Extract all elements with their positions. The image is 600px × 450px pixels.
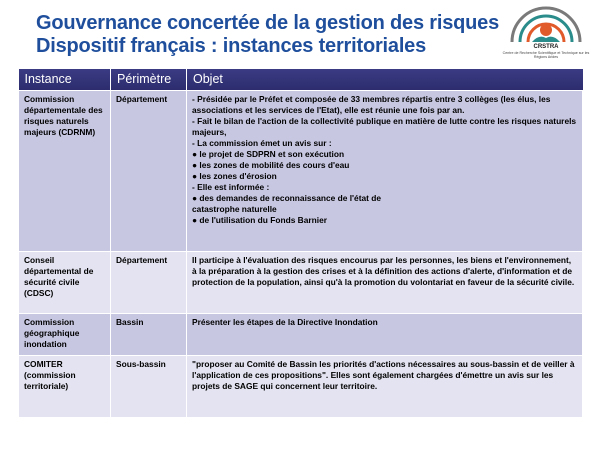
instance-cell: Conseil départemental de sécurité civile (CDSC)	[19, 251, 111, 313]
objet-line: Il participe à l'évaluation des risques encourus par les personnes, les biens et l'environnement, à la préparation à la gestion des crises et à la définition des actions d'alerte, d'information et de protection de la population, ainsi qu'à la promotion du volontariat en faveur de la sécurité civile.	[192, 254, 575, 287]
objet-bullet: ● le projet de SDPRN et son exécution	[192, 148, 345, 159]
logo-name: CRSTRA	[533, 44, 559, 50]
slide-title	[36, 12, 499, 58]
table-header-row	[19, 69, 583, 90]
perimetre-cell: Département	[111, 251, 187, 313]
column-header-perimetre: Périmètre	[111, 69, 187, 90]
objet-cell	[187, 90, 583, 251]
objet-bullet: ● les zones d'érosion	[192, 170, 277, 181]
objet-bullet: ● les zones de mobilité des cours d'eau	[192, 159, 350, 170]
table-row	[19, 90, 583, 251]
title-line-2: Dispositif français : instances territoriales	[36, 35, 427, 57]
table-row	[19, 251, 583, 313]
objet-line: - Fait le bilan de l'action de la collectivité publique en matière de lutte contre les risques naturels majeurs,	[192, 115, 577, 137]
instance-cell: Commission départementale des risques naturels majeurs (CDRNM)	[19, 90, 111, 251]
objet-line: - Présidée par le Préfet et composée de 33 membres répartis entre 3 collèges (les élus, les associations et les services de l'Etat), elle est réunie une fois par an.	[192, 93, 551, 115]
instances-table	[18, 69, 582, 418]
objet-line: - La commission émet un avis sur :	[192, 137, 332, 148]
objet-cell	[187, 251, 583, 313]
objet-line: "proposer au Comité de Bassin les priorités d'actions nécessaires au sous-bassin et de veiller à l'application de ces propositions". Elles sont également chargées d'émettre un avis sur les projets de SAGE qui concernent leur territoire.	[192, 358, 575, 391]
instance-cell: COMITER (commission territoriale)	[19, 355, 111, 417]
objet-cell	[187, 313, 583, 355]
objet-cell	[187, 355, 583, 417]
crstra-logo	[498, 4, 594, 70]
perimetre-cell: Département	[111, 90, 187, 251]
logo-emblem-icon	[498, 4, 594, 46]
perimetre-cell: Sous-bassin	[111, 355, 187, 417]
objet-bullet: ● de l'utilisation du Fonds Barnier	[192, 214, 328, 225]
table-row	[19, 355, 583, 417]
table-row	[19, 313, 583, 355]
objet-line: - Elle est informée :	[192, 181, 270, 192]
title-line-1: Gouvernance concertée de la gestion des risques	[36, 12, 499, 34]
column-header-objet: Objet	[187, 69, 583, 90]
logo-subtitle: Centre de Recherche Scientifique et Technique sur les Régions Arides	[502, 51, 590, 60]
perimetre-cell: Bassin	[111, 313, 187, 355]
objet-line: Présenter les étapes de la Directive Inondation	[192, 316, 378, 327]
column-header-instance: Instance	[19, 69, 111, 90]
instance-cell: Commission géographique inondation	[19, 313, 111, 355]
objet-bullet: ● des demandes de reconnaissance de l'état de catastrophe naturelle	[192, 192, 382, 214]
